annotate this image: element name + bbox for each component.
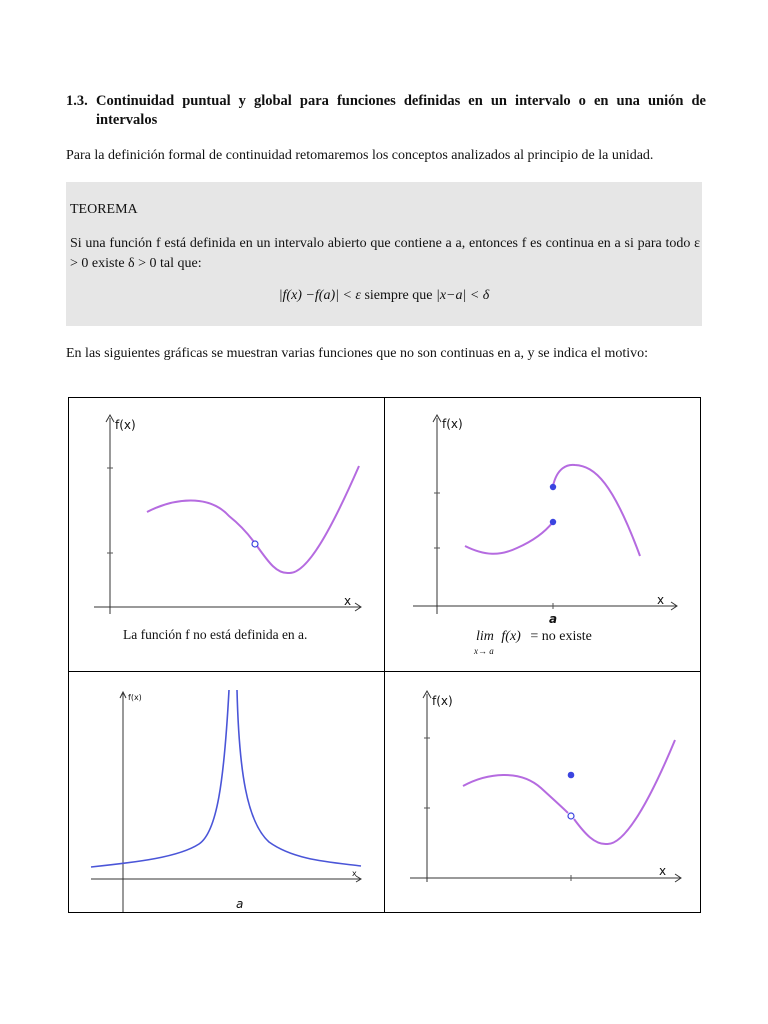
theorem-formula [66, 288, 702, 304]
hole-marker [568, 813, 574, 819]
curve-left [465, 522, 553, 554]
graphs-lead-text: En las siguientes gráficas se muestran varias funciones que no son continuas en a, y se indica el motivo: [66, 346, 649, 361]
right-endpoint [550, 484, 556, 490]
curve-right-branch [237, 690, 361, 866]
y-axis-label: f(x) [442, 417, 463, 431]
lim-word: lim [476, 629, 494, 644]
hole-marker [252, 541, 258, 547]
x-axis-label: x [352, 869, 357, 878]
graph-removable-discontinuity [384, 671, 701, 913]
intro-paragraph: Para la definición formal de continuidad retomaremos los conceptos analizados al principio de la unidad. [66, 148, 654, 163]
section-title: Continuidad puntual y global para funciones definidas en un intervalo o en una unión de intervalos [96, 93, 706, 128]
graph-1-caption: La función f no está definida en a. [123, 627, 308, 642]
graph-limit-does-not-exist [384, 397, 701, 672]
curve-right [574, 740, 675, 844]
curve-left-branch [91, 690, 229, 867]
x-axis-label: x [657, 593, 665, 607]
left-endpoint [550, 519, 556, 525]
curve-right [553, 465, 640, 556]
lim-result: = no existe [530, 629, 592, 644]
x-axis-label: x [344, 594, 352, 608]
curve-right [257, 466, 359, 573]
y-axis-label: f(x) [115, 418, 136, 432]
lim-subscript: x→ a [474, 646, 494, 656]
theorem-title: TEOREMA [70, 202, 138, 217]
x-tick-a: a [549, 612, 558, 626]
section-heading [66, 92, 706, 130]
graph-4-plot [385, 672, 702, 914]
formula-connector: siempre que [360, 288, 436, 303]
section-number: 1.3. [66, 93, 88, 109]
displaced-point [568, 772, 575, 779]
curve-left [147, 501, 254, 543]
lim-function: f(x) [501, 629, 521, 644]
graph-3-plot [69, 672, 386, 914]
graph-infinite-limit [68, 671, 385, 913]
formula-right: |x−a| < δ [435, 288, 490, 303]
limit-expression [474, 629, 592, 656]
y-axis-label: f(x) [432, 694, 453, 708]
x-tick-a: a [236, 897, 244, 911]
curve-left [463, 775, 568, 813]
graph-undefined-at-a [68, 397, 385, 672]
formula-left: |f(x) −f(a)| < ε [278, 288, 361, 303]
theorem-box [66, 182, 702, 326]
theorem-body: Si una función f está definida en un intervalo abierto que contiene a a, entonces f es continua en a si para todo ε > 0 existe δ > 0 tal que: [70, 236, 700, 271]
x-axis-label: x [659, 864, 667, 878]
y-axis-label: f(x) [128, 693, 142, 702]
